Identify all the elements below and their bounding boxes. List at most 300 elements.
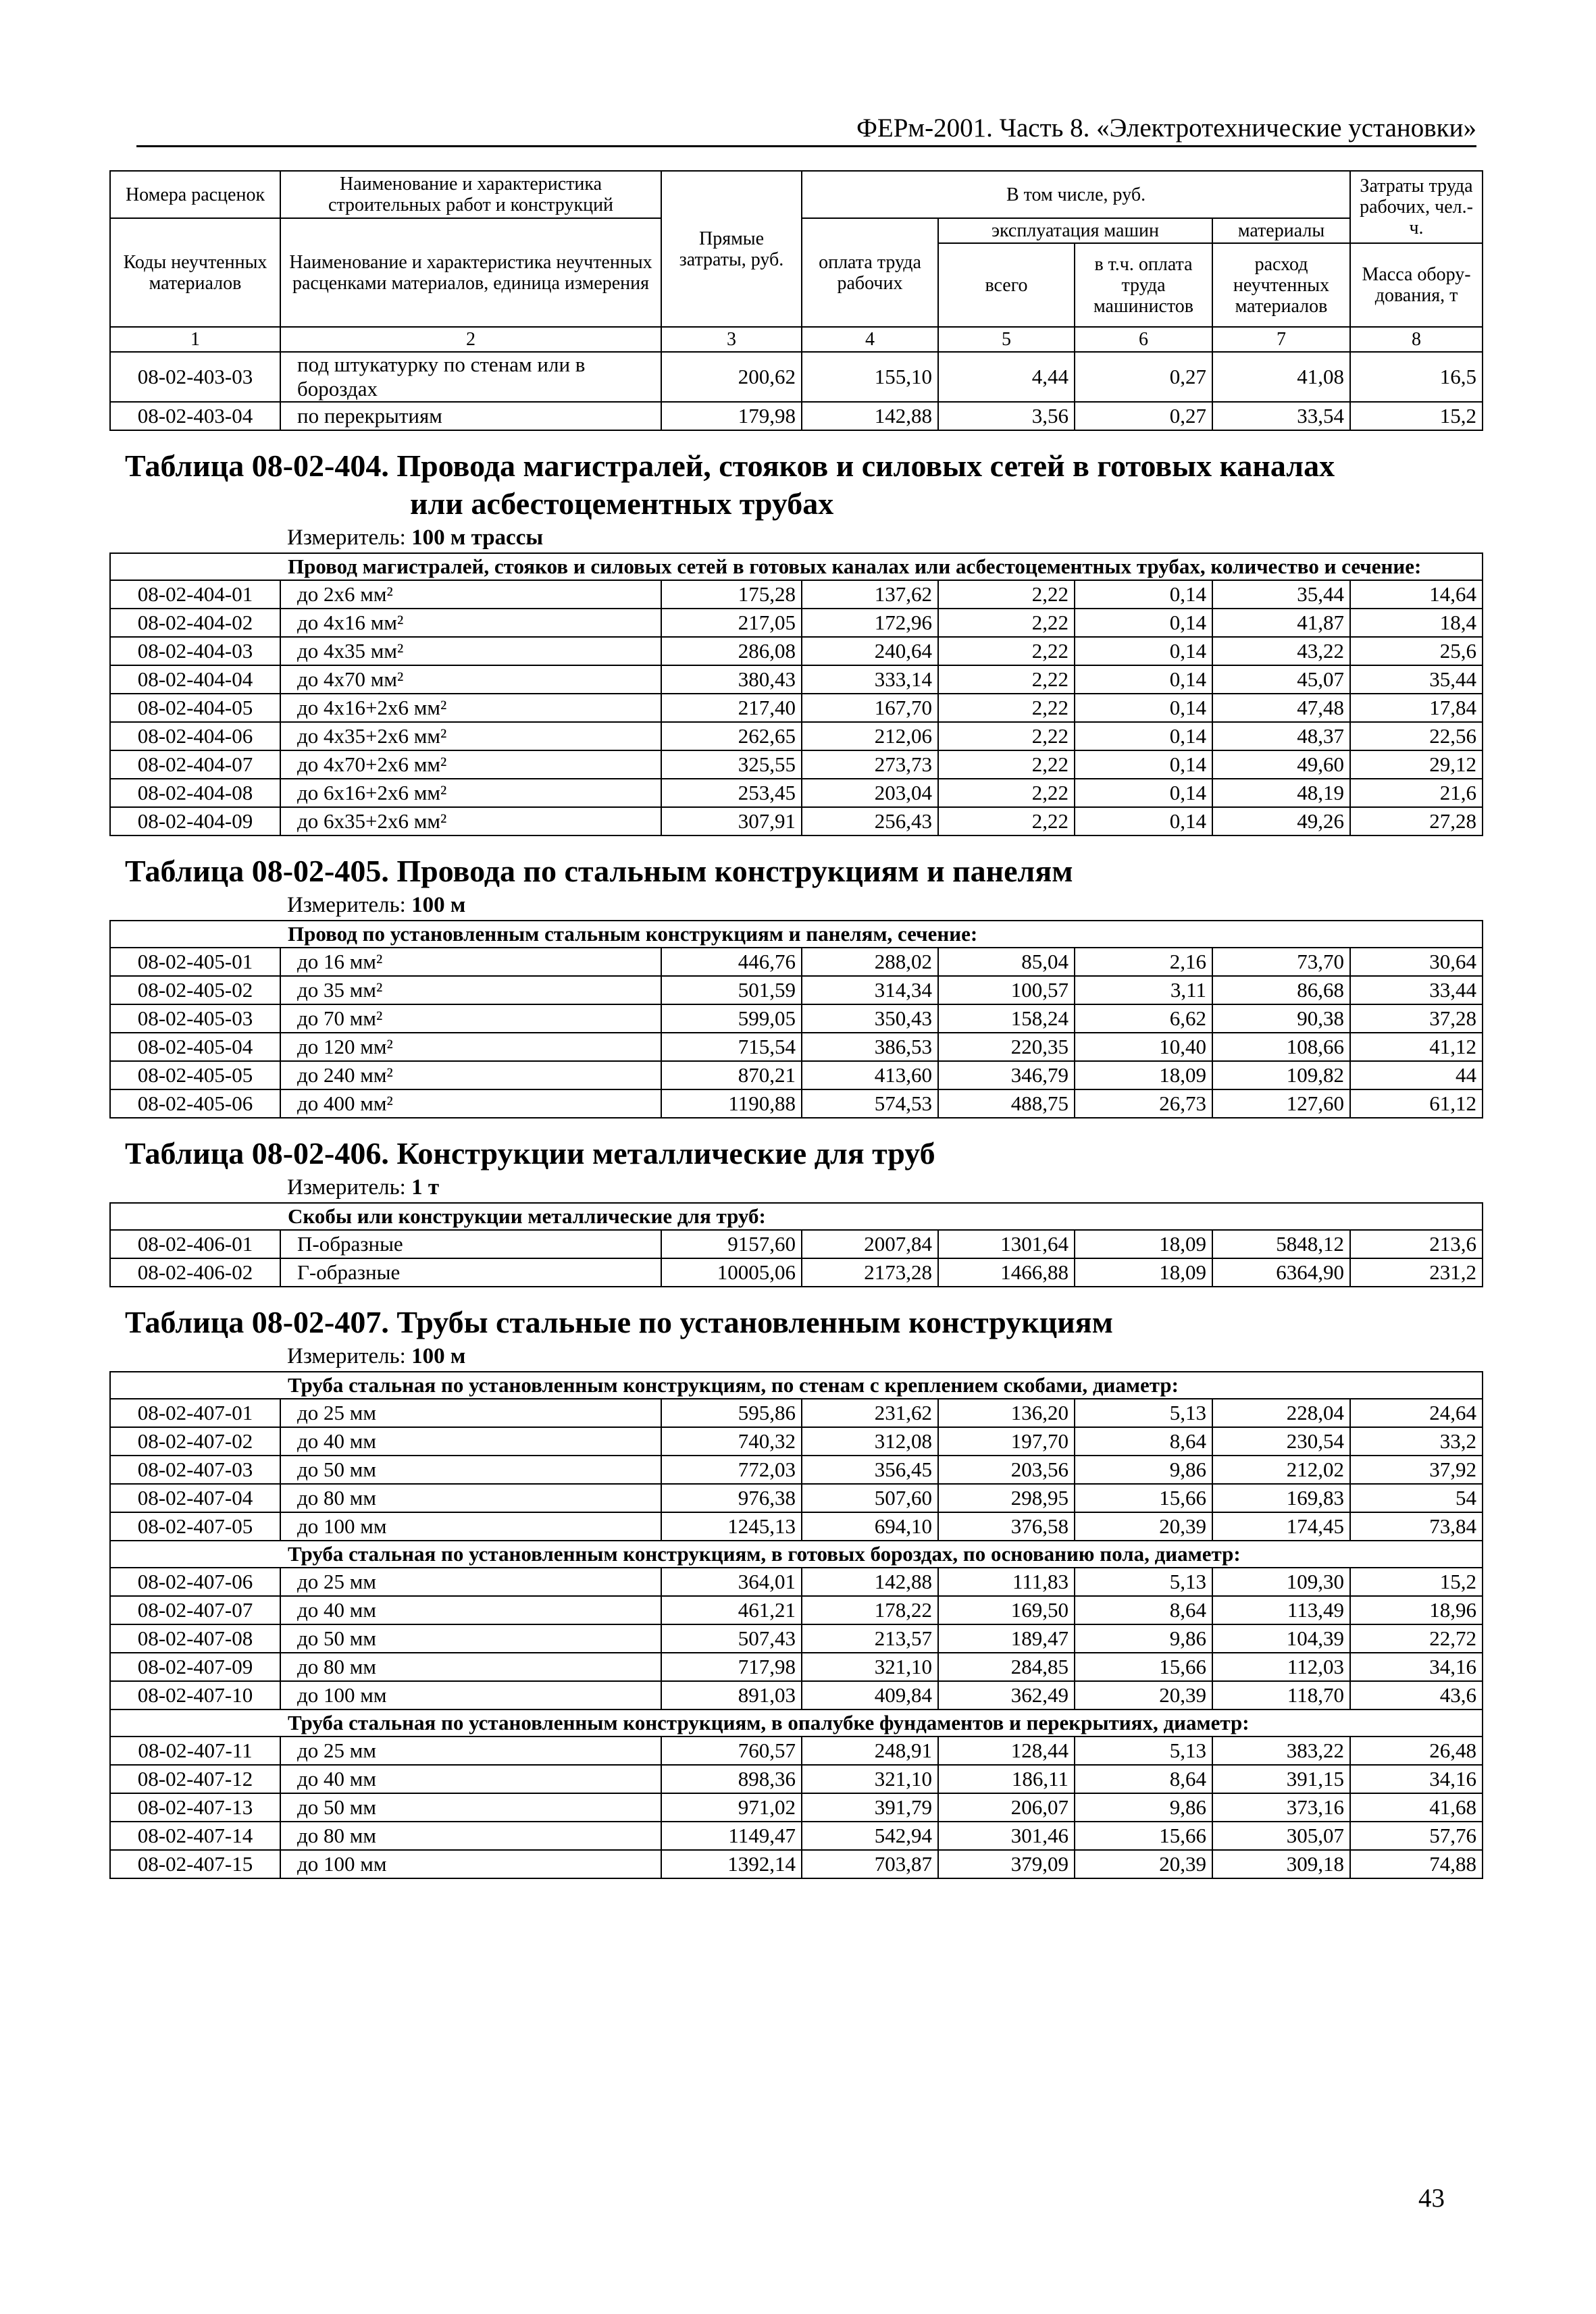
table-row [110,976,1483,1004]
rate-code: 08-02-407-07 [110,1596,280,1624]
value-cell: 20,39 [1075,1681,1212,1709]
value-cell: 2,22 [938,779,1075,807]
value-cell: 2,22 [938,609,1075,637]
value-cell: 2,22 [938,580,1075,609]
value-cell: 284,85 [938,1653,1075,1681]
value-cell: 212,06 [802,722,938,750]
value-cell: 212,02 [1212,1456,1350,1484]
table-row [110,1850,1483,1878]
rate-name: до 80 мм [280,1653,661,1681]
table-title-row [110,1118,1483,1173]
value-cell: 18,09 [1075,1230,1212,1258]
value-cell: 109,30 [1212,1568,1350,1596]
table-row [110,1624,1483,1653]
value-cell: 203,04 [802,779,938,807]
table-row [110,1427,1483,1456]
table-row [110,402,1483,430]
value-cell: 0,14 [1075,609,1212,637]
group-heading: Провод по установленным стальным конструкциям и панелям, сечение: [110,921,1483,948]
table-title [110,1287,1483,1341]
value-cell: 4,44 [938,352,1075,402]
value-cell: 26,48 [1350,1737,1483,1765]
meter [110,890,1483,921]
rate-code: 08-02-407-06 [110,1568,280,1596]
table-row [110,1793,1483,1822]
value-cell: 18,09 [1075,1061,1212,1089]
meter-label: Измеритель: [287,893,412,917]
value-cell: 22,72 [1350,1624,1483,1653]
rate-name: до 4х16 мм² [280,609,661,637]
value-cell: 253,45 [661,779,802,807]
value-cell: 174,45 [1212,1512,1350,1541]
value-cell: 200,62 [661,352,802,402]
table-title-line-1: Таблица 08-02-405. Провода по стальным конструкциям и панелям [125,854,1073,888]
value-cell: 9157,60 [661,1230,802,1258]
value-cell: 301,46 [938,1822,1075,1850]
header-row-1 [110,171,1483,218]
value-cell: 262,65 [661,722,802,750]
table-row [110,665,1483,694]
value-cell: 172,96 [802,609,938,637]
value-cell: 379,09 [938,1850,1075,1878]
table-row [110,1004,1483,1033]
value-cell: 1392,14 [661,1850,802,1878]
value-cell: 48,19 [1212,779,1350,807]
group-heading: Труба стальная по установленным конструкциям, в готовых бороздах, по основанию пола, диаметр: [110,1541,1483,1568]
value-cell: 2,22 [938,807,1075,835]
value-cell: 891,03 [661,1681,802,1709]
value-cell: 333,14 [802,665,938,694]
rate-code: 08-02-407-15 [110,1850,280,1878]
rate-code: 08-02-407-14 [110,1822,280,1850]
meter-row [110,890,1483,921]
value-cell: 2,22 [938,722,1075,750]
rate-name: до 400 мм² [280,1089,661,1118]
value-cell: 5848,12 [1212,1230,1350,1258]
value-cell: 391,79 [802,1793,938,1822]
column-number: 2 [280,327,661,352]
rate-name: до 70 мм² [280,1004,661,1033]
value-cell: 24,64 [1350,1399,1483,1427]
header-material-names: Наименование и характеристика неучтенных расценками материалов, единица измерения [280,218,661,327]
value-cell: 2,16 [1075,948,1212,976]
header-codes: Номера расценок [110,171,280,218]
meter [110,1341,1483,1372]
table-row [110,1061,1483,1089]
value-cell: 25,6 [1350,637,1483,665]
header-mass: Масса обору-дования, т [1350,243,1483,327]
meter-label: Измеритель: [287,1175,412,1200]
value-cell: 5,13 [1075,1568,1212,1596]
rate-code: 08-02-403-03 [110,352,280,402]
value-cell: 9,86 [1075,1793,1212,1822]
rate-code: 08-02-407-08 [110,1624,280,1653]
table-row [110,722,1483,750]
value-cell: 20,39 [1075,1850,1212,1878]
rate-name: до 50 мм [280,1793,661,1822]
value-cell: 158,24 [938,1004,1075,1033]
value-cell: 6364,90 [1212,1258,1350,1287]
table-row [110,948,1483,976]
table-row [110,1653,1483,1681]
group-heading: Труба стальная по установленным конструкциям, по стенам с креплением скобами, диаметр: [110,1372,1483,1399]
value-cell: 142,88 [802,1568,938,1596]
value-cell: 228,04 [1212,1399,1350,1427]
rate-name: до 4х16+2х6 мм² [280,694,661,722]
value-cell: 34,16 [1350,1765,1483,1793]
value-cell: 286,08 [661,637,802,665]
column-number-row [110,327,1483,352]
value-cell: 30,64 [1350,948,1483,976]
table-row [110,580,1483,609]
rate-name: до 50 мм [280,1624,661,1653]
rate-code: 08-02-404-03 [110,637,280,665]
rate-code: 08-02-404-07 [110,750,280,779]
value-cell: 8,64 [1075,1596,1212,1624]
rate-name: до 40 мм [280,1427,661,1456]
rate-name: до 4х35 мм² [280,637,661,665]
table-title [110,835,1483,890]
meter-value: 100 м трассы [411,525,544,550]
value-cell: 217,40 [661,694,802,722]
meter [110,523,1483,553]
rate-code: 08-02-403-04 [110,402,280,430]
value-cell: 15,66 [1075,1653,1212,1681]
value-cell: 203,56 [938,1456,1075,1484]
rate-code: 08-02-405-05 [110,1061,280,1089]
column-number: 3 [661,327,802,352]
value-cell: 3,56 [938,402,1075,430]
value-cell: 18,09 [1075,1258,1212,1287]
value-cell: 0,14 [1075,580,1212,609]
table-row [110,1681,1483,1709]
table-row [110,1258,1483,1287]
table-row [110,1456,1483,1484]
column-number: 7 [1212,327,1350,352]
rate-code: 08-02-406-01 [110,1230,280,1258]
rate-code: 08-02-407-09 [110,1653,280,1681]
value-cell: 43,22 [1212,637,1350,665]
rate-code: 08-02-407-10 [110,1681,280,1709]
value-cell: 142,88 [802,402,938,430]
rate-name: по перекрытиям [280,402,661,430]
value-cell: 37,92 [1350,1456,1483,1484]
value-cell: 325,55 [661,750,802,779]
value-cell: 137,62 [802,580,938,609]
rate-code: 08-02-404-04 [110,665,280,694]
table-title-line-1: Таблица 08-02-407. Трубы стальные по установленным конструкциям [125,1305,1113,1339]
header-including: В том числе, руб. [802,171,1350,218]
price-table [109,170,1483,1879]
table-row [110,609,1483,637]
value-cell: 21,6 [1350,779,1483,807]
rate-name: до 80 мм [280,1822,661,1850]
value-cell: 17,84 [1350,694,1483,722]
value-cell: 136,20 [938,1399,1075,1427]
rate-name: до 25 мм [280,1399,661,1427]
table-row [110,1230,1483,1258]
group-heading-row [110,553,1483,580]
rate-code: 08-02-407-12 [110,1765,280,1793]
value-cell: 256,43 [802,807,938,835]
rate-code: 08-02-407-13 [110,1793,280,1822]
group-heading: Скобы или конструкции металлические для труб: [110,1203,1483,1230]
value-cell: 49,60 [1212,750,1350,779]
value-cell: 10,40 [1075,1033,1212,1061]
value-cell: 35,44 [1212,580,1350,609]
value-cell: 350,43 [802,1004,938,1033]
header-material-codes: Коды неучтенных материалов [110,218,280,327]
value-cell: 9,86 [1075,1624,1212,1653]
value-cell: 34,16 [1350,1653,1483,1681]
value-cell: 6,62 [1075,1004,1212,1033]
rate-name: до 40 мм [280,1765,661,1793]
group-heading-row [110,1709,1483,1737]
value-cell: 356,45 [802,1456,938,1484]
value-cell: 488,75 [938,1089,1075,1118]
table-row [110,1512,1483,1541]
rate-code: 08-02-404-05 [110,694,280,722]
value-cell: 54 [1350,1484,1483,1512]
rate-code: 08-02-404-01 [110,580,280,609]
table-row [110,1822,1483,1850]
rate-code: 08-02-407-03 [110,1456,280,1484]
value-cell: 113,49 [1212,1596,1350,1624]
value-cell: 971,02 [661,1793,802,1822]
value-cell: 307,91 [661,807,802,835]
rate-code: 08-02-404-08 [110,779,280,807]
value-cell: 740,32 [661,1427,802,1456]
value-cell: 273,73 [802,750,938,779]
value-cell: 61,12 [1350,1089,1483,1118]
value-cell: 0,27 [1075,402,1212,430]
rate-name: до 25 мм [280,1568,661,1596]
rate-name: Г-образные [280,1258,661,1287]
value-cell: 3,11 [1075,976,1212,1004]
value-cell: 37,28 [1350,1004,1483,1033]
rate-name: до 50 мм [280,1456,661,1484]
value-cell: 43,6 [1350,1681,1483,1709]
value-cell: 2,22 [938,665,1075,694]
value-cell: 2,22 [938,637,1075,665]
group-heading: Труба стальная по установленным конструкциям, в опалубке фундаментов и перекрытиях, диаметр: [110,1709,1483,1737]
rate-code: 08-02-405-06 [110,1089,280,1118]
value-cell: 595,86 [661,1399,802,1427]
value-cell: 217,05 [661,609,802,637]
value-cell: 33,54 [1212,402,1350,430]
value-cell: 314,34 [802,976,938,1004]
table-row [110,779,1483,807]
value-cell: 15,66 [1075,1484,1212,1512]
rate-name: до 80 мм [280,1484,661,1512]
table-title-row [110,835,1483,890]
value-cell: 169,83 [1212,1484,1350,1512]
table-row [110,1399,1483,1427]
value-cell: 321,10 [802,1765,938,1793]
value-cell: 5,13 [1075,1399,1212,1427]
value-cell: 0,14 [1075,807,1212,835]
column-number: 8 [1350,327,1483,352]
header-machines-total: всего [938,243,1075,327]
value-cell: 694,10 [802,1512,938,1541]
value-cell: 0,14 [1075,722,1212,750]
header-worker-pay: оплата труда рабочих [802,218,938,327]
value-cell: 870,21 [661,1061,802,1089]
value-cell: 409,84 [802,1681,938,1709]
value-cell: 1149,47 [661,1822,802,1850]
rate-name: до 6х35+2х6 мм² [280,807,661,835]
value-cell: 309,18 [1212,1850,1350,1878]
meter-label: Измеритель: [287,525,412,550]
value-cell: 197,70 [938,1427,1075,1456]
value-cell: 5,13 [1075,1737,1212,1765]
header-machinist-pay: в т.ч. оплата труда машинистов [1075,243,1212,327]
rate-name: П-образные [280,1230,661,1258]
value-cell: 321,10 [802,1653,938,1681]
value-cell: 1190,88 [661,1089,802,1118]
rate-name: до 100 мм [280,1681,661,1709]
rate-name: до 100 мм [280,1850,661,1878]
table-row [110,807,1483,835]
value-cell: 41,12 [1350,1033,1483,1061]
document-body [109,170,1482,1879]
header-names: Наименование и характеристика строительных работ и конструкций [280,171,661,218]
value-cell: 27,28 [1350,807,1483,835]
value-cell: 0,14 [1075,694,1212,722]
value-cell: 73,70 [1212,948,1350,976]
value-cell: 373,16 [1212,1793,1350,1822]
value-cell: 35,44 [1350,665,1483,694]
table-row [110,1568,1483,1596]
value-cell: 715,54 [661,1033,802,1061]
value-cell: 760,57 [661,1737,802,1765]
value-cell: 391,15 [1212,1765,1350,1793]
value-cell: 364,01 [661,1568,802,1596]
meter-value: 100 м [411,1344,466,1368]
table-title [110,430,1483,523]
column-number: 5 [938,327,1075,352]
table-row [110,1765,1483,1793]
value-cell: 100,57 [938,976,1075,1004]
value-cell: 501,59 [661,976,802,1004]
header-materials: материалы [1212,218,1350,243]
rate-code: 08-02-405-04 [110,1033,280,1061]
meter-label: Измеритель: [287,1344,412,1368]
table-row [110,1089,1483,1118]
value-cell: 41,08 [1212,352,1350,402]
running-head: ФЕРм-2001. Часть 8. «Электротехнические установки» [856,113,1476,143]
value-cell: 26,73 [1075,1089,1212,1118]
value-cell: 108,66 [1212,1033,1350,1061]
value-cell: 0,14 [1075,779,1212,807]
rate-code: 08-02-405-01 [110,948,280,976]
value-cell: 703,87 [802,1850,938,1878]
value-cell: 213,6 [1350,1230,1483,1258]
rate-code: 08-02-406-02 [110,1258,280,1287]
value-cell: 15,2 [1350,402,1483,430]
value-cell: 220,35 [938,1033,1075,1061]
value-cell: 213,57 [802,1624,938,1653]
value-cell: 109,82 [1212,1061,1350,1089]
value-cell: 386,53 [802,1033,938,1061]
header-labor: Затраты труда рабочих, чел.-ч. [1350,171,1483,243]
value-cell: 18,4 [1350,609,1483,637]
value-cell: 1245,13 [661,1512,802,1541]
value-cell: 74,88 [1350,1850,1483,1878]
value-cell: 179,98 [661,402,802,430]
value-cell: 1301,64 [938,1230,1075,1258]
group-heading-row [110,1372,1483,1399]
rate-code: 08-02-407-11 [110,1737,280,1765]
rate-name: до 120 мм² [280,1033,661,1061]
value-cell: 0,14 [1075,750,1212,779]
column-number: 6 [1075,327,1212,352]
rate-name: до 4х35+2х6 мм² [280,722,661,750]
table-row [110,1596,1483,1624]
meter-row [110,523,1483,553]
value-cell: 346,79 [938,1061,1075,1089]
value-cell: 41,87 [1212,609,1350,637]
value-cell: 383,22 [1212,1737,1350,1765]
value-cell: 542,94 [802,1822,938,1850]
value-cell: 461,21 [661,1596,802,1624]
value-cell: 41,68 [1350,1793,1483,1822]
table-row [110,750,1483,779]
group-heading-row [110,921,1483,948]
rate-code: 08-02-405-02 [110,976,280,1004]
value-cell: 14,64 [1350,580,1483,609]
value-cell: 206,07 [938,1793,1075,1822]
page-number: 43 [1418,2184,1445,2213]
table-body [110,171,1483,1878]
value-cell: 240,64 [802,637,938,665]
value-cell: 0,14 [1075,637,1212,665]
value-cell: 57,76 [1350,1822,1483,1850]
value-cell: 15,66 [1075,1822,1212,1850]
value-cell: 167,70 [802,694,938,722]
rate-name: до 4х70 мм² [280,665,661,694]
table-row [110,694,1483,722]
header-rule [136,145,1476,147]
rate-name: до 6х16+2х6 мм² [280,779,661,807]
value-cell: 178,22 [802,1596,938,1624]
table-row [110,352,1483,402]
header-material-use: расход неучтенных материалов [1212,243,1350,327]
value-cell: 48,37 [1212,722,1350,750]
value-cell: 305,07 [1212,1822,1350,1850]
value-cell: 10005,06 [661,1258,802,1287]
value-cell: 772,03 [661,1456,802,1484]
rate-code: 08-02-405-03 [110,1004,280,1033]
value-cell: 231,2 [1350,1258,1483,1287]
value-cell: 574,53 [802,1089,938,1118]
table-row [110,1484,1483,1512]
value-cell: 507,43 [661,1624,802,1653]
rate-code: 08-02-407-02 [110,1427,280,1456]
table-title-row [110,1287,1483,1341]
value-cell: 112,03 [1212,1653,1350,1681]
value-cell: 104,39 [1212,1624,1350,1653]
group-heading-row [110,1541,1483,1568]
meter-value: 1 т [411,1175,440,1200]
rate-code: 08-02-407-01 [110,1399,280,1427]
value-cell: 85,04 [938,948,1075,976]
table-row [110,1737,1483,1765]
rate-name: под штукатурку по стенам или в бороздах [280,352,661,402]
value-cell: 90,38 [1212,1004,1350,1033]
value-cell: 230,54 [1212,1427,1350,1456]
rate-code: 08-02-404-06 [110,722,280,750]
